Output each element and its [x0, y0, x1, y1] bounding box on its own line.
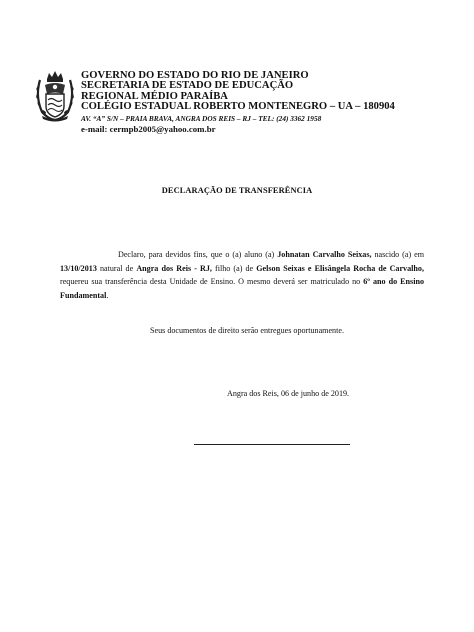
- document-title: DECLARAÇÃO DE TRANSFERÊNCIA: [161, 186, 313, 195]
- header-school: COLÉGIO ESTADUAL ROBERTO MONTENEGRO – UA – 180904: [81, 101, 395, 113]
- body-text-6: .: [106, 290, 109, 300]
- header-secretariat: SECRETARIA DE ESTADO DE EDUCAÇÃO: [81, 80, 294, 92]
- letterhead: [81, 71, 461, 134]
- body-text-1: Declaro, para devidos fins, que o (a) aluno (a): [118, 250, 278, 259]
- birth-date: 13/10/2013: [60, 263, 97, 273]
- student-name: Johnatan Carvalho Seixas,: [277, 250, 372, 259]
- grade: 6º ano do Ensino Fundamental: [60, 277, 424, 300]
- birthplace: Angra dos Reis - RJ,: [136, 263, 212, 273]
- signature-line: [194, 444, 350, 445]
- body-text-2: nascido (a) em: [371, 250, 424, 259]
- header-address: AV. “A” S/N – PRAIA BRAVA, ANGRA DOS REIS – RJ – TEL: (24) 3362 1958: [81, 113, 322, 123]
- place-and-date: Angra dos Reis, 06 de junho de 2019.: [227, 389, 350, 398]
- body-text-3: natural de: [96, 263, 137, 273]
- declaration-paragraph: [60, 248, 424, 302]
- parents-names: Gelson Seixas e Elisângela Rocha de Carvalho,: [256, 263, 424, 273]
- header-email: e-mail: cermpb2005@yahoo.com.br: [81, 123, 216, 134]
- header-region: REGIONAL MÉDIO PARAÍBA: [81, 90, 228, 102]
- body-text-4: filho (a) de: [211, 263, 257, 273]
- body-text-5: requereu sua transferência desta Unidade de Ensino. O mesmo deverá ser matriculado no: [60, 277, 364, 287]
- coat-of-arms-icon: [34, 70, 76, 122]
- header-government: GOVERNO DO ESTADO DO RIO DE JANEIRO: [81, 70, 309, 81]
- documents-notice: Seus documentos de direito serão entregues oportunamente.: [150, 326, 344, 335]
